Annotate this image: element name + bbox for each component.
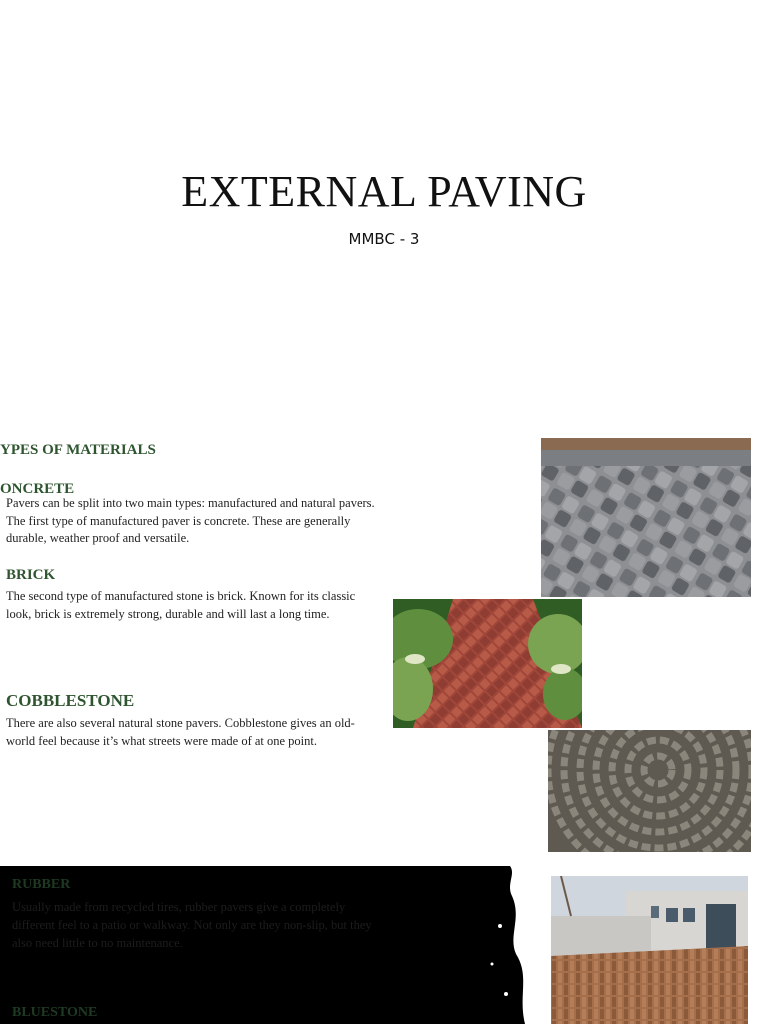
brush-edge-decoration bbox=[470, 866, 535, 1024]
rubber-heading: RUBBER bbox=[12, 877, 71, 892]
page-subtitle: MMBC - 3 bbox=[348, 230, 420, 248]
brick-text: The second type of manufactured stone is brick. Known for its classic look, brick is extremely strong, durable and will last a long time. bbox=[6, 589, 356, 621]
section-heading: YPES OF MATERIALS bbox=[0, 442, 156, 458]
concrete-pavers-image bbox=[541, 438, 751, 597]
rubber-text: Usually made from recycled tires, rubber pavers give a completely different feel to a patio or walkway. Not only are they non-slip, but they also need little to no maintenance. bbox=[12, 900, 372, 950]
page-title: EXTERNAL PAVING bbox=[181, 167, 587, 216]
concrete-text: Pavers can be split into two main types: manufactured and natural pavers. The first type of manufactured paver is concrete. These are generally durable, weather proof and versatile. bbox=[6, 496, 375, 545]
cobblestone-heading: COBBLESTONE bbox=[6, 691, 135, 710]
cobblestone-text: There are also several natural stone pavers. Cobblestone gives an old-world feel because it’s what streets were made of at one point. bbox=[6, 716, 355, 748]
rubber-patio-image bbox=[551, 876, 748, 1024]
dark-text-panel bbox=[0, 866, 535, 1024]
cobblestone-image bbox=[548, 730, 751, 852]
bluestone-heading: BLUESTONE bbox=[12, 1005, 98, 1020]
brick-walkway-image bbox=[393, 599, 582, 728]
concrete-heading: ONCRETE bbox=[0, 481, 75, 497]
brick-heading: BRICK bbox=[6, 567, 56, 583]
